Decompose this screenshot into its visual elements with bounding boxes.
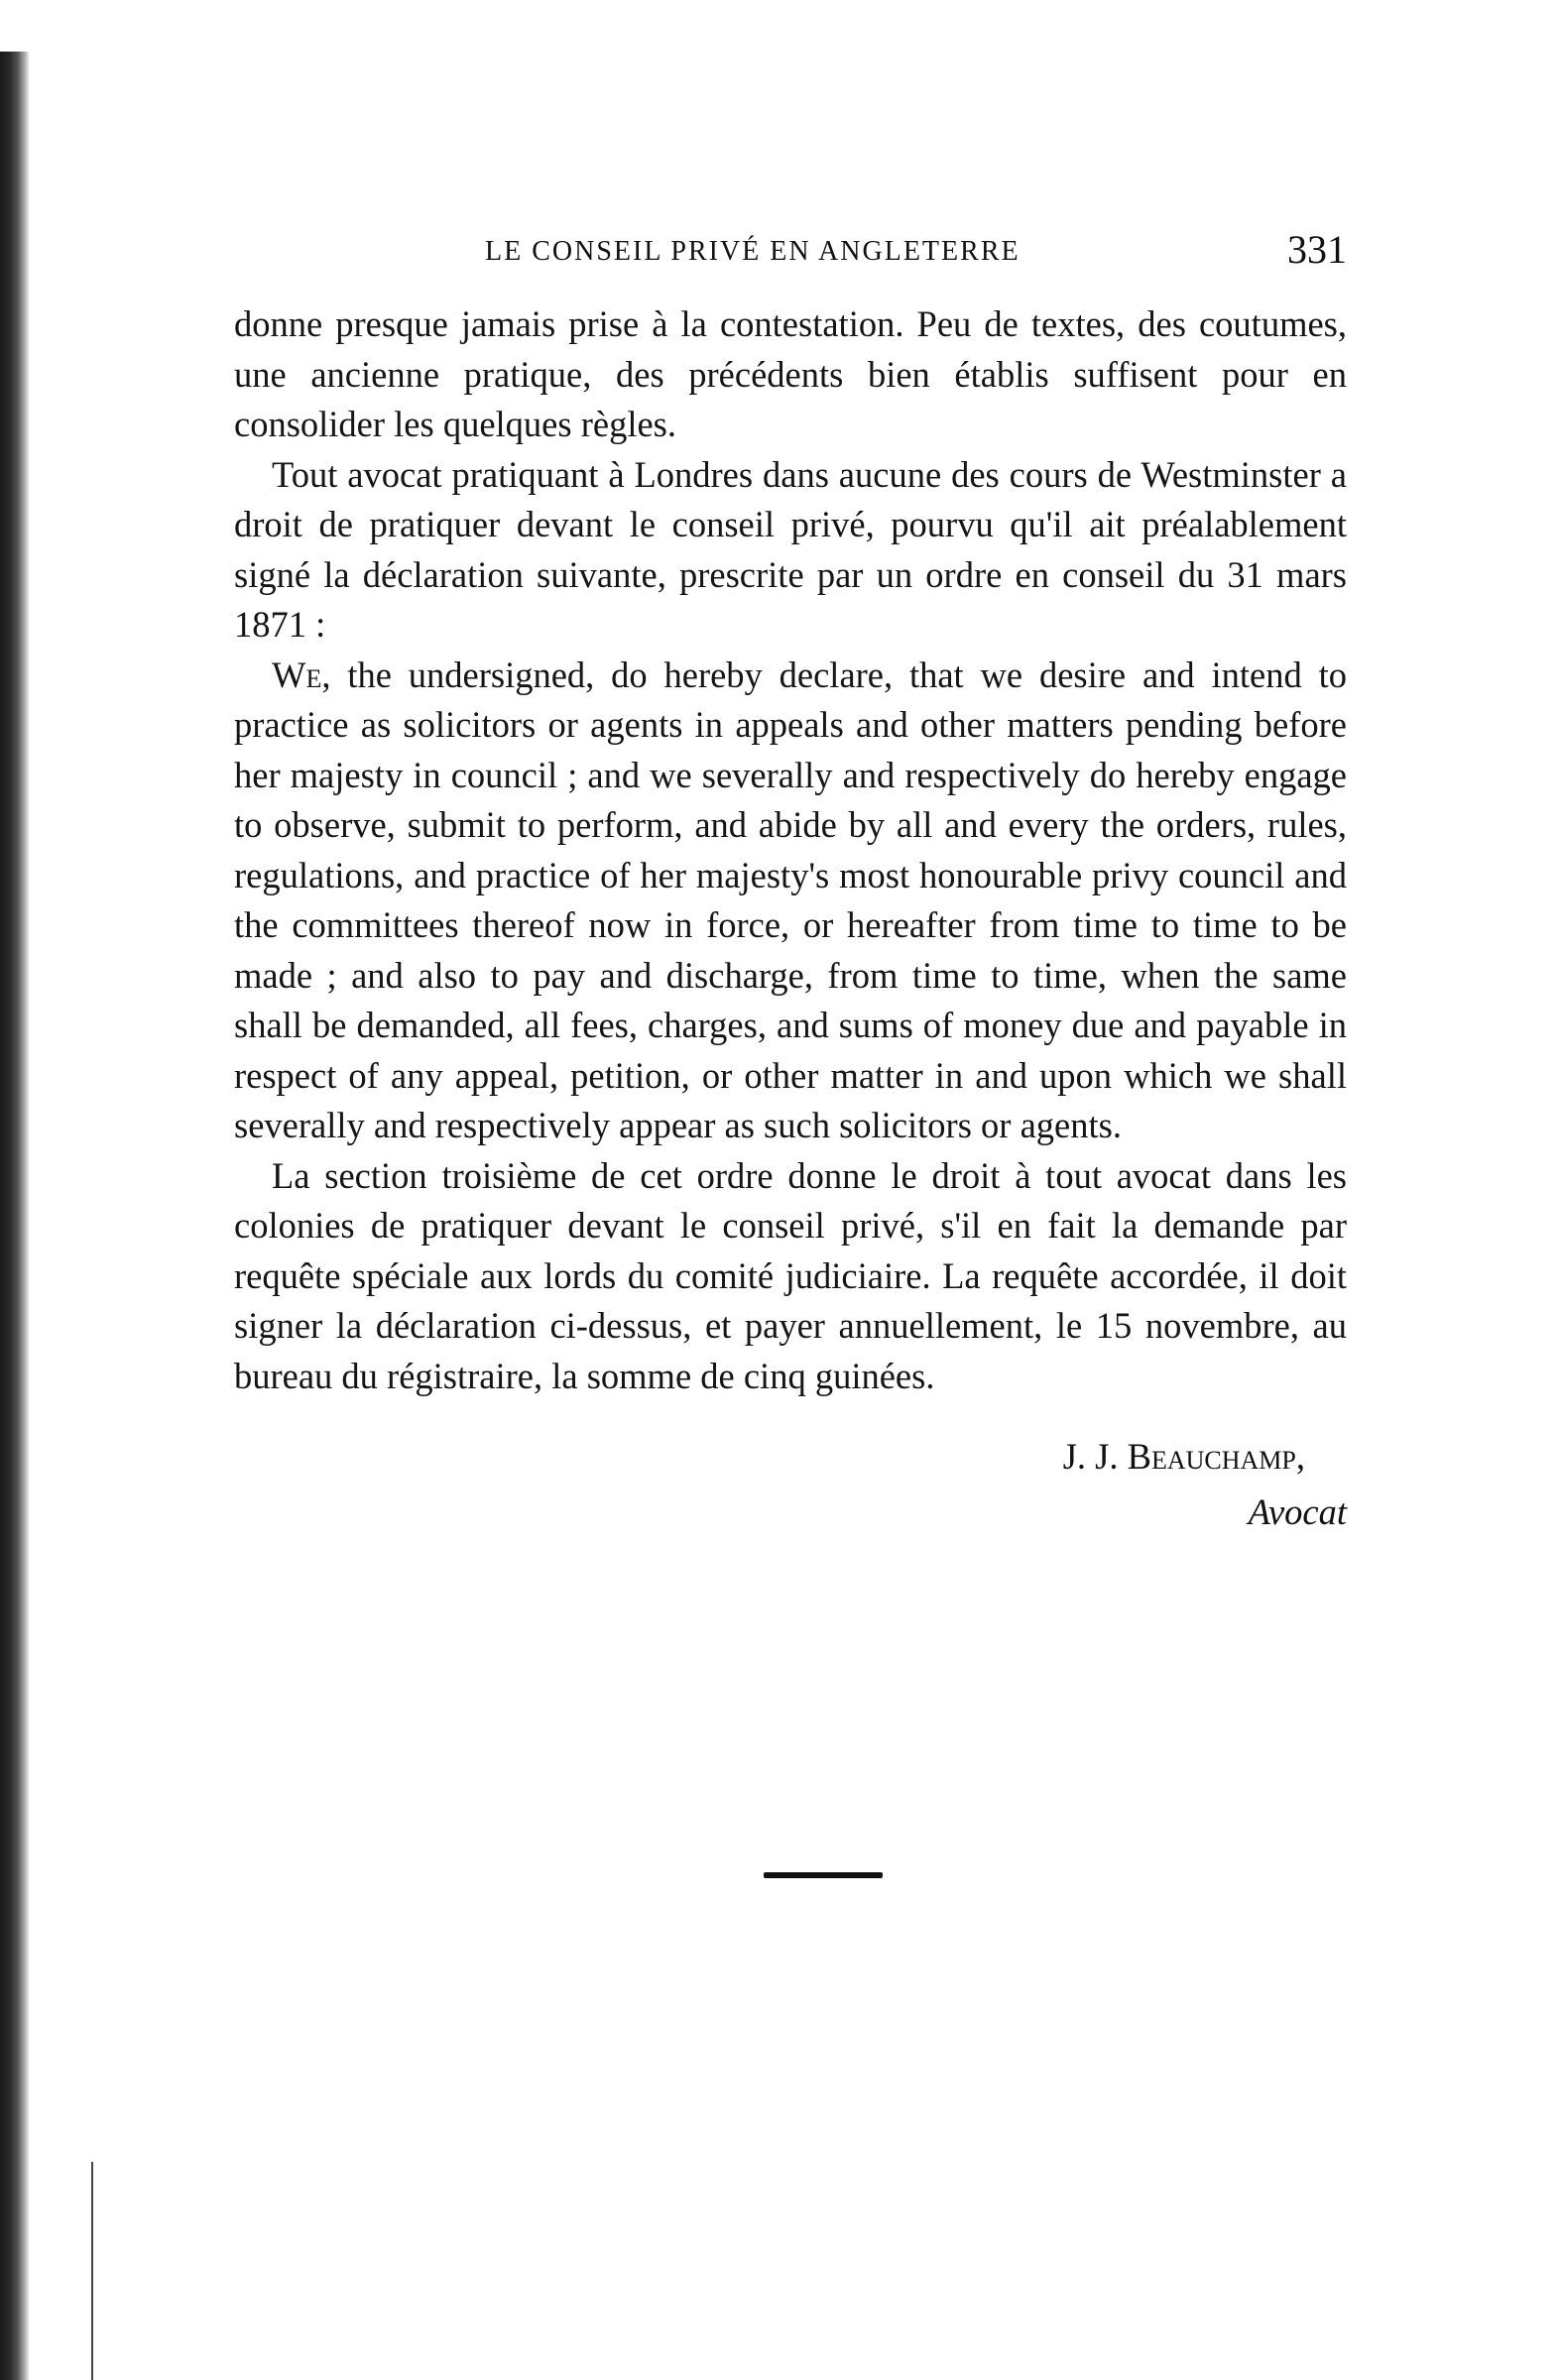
signature-name: J. J. Beauchamp, [1062,1436,1305,1477]
signature-title: Avocat [1248,1491,1347,1532]
signature-block [234,1429,1347,1540]
running-title: LE CONSEIL PRIVÉ EN ANGLETERRE [485,236,1021,267]
binding-shadow-line [91,2162,93,2380]
page-number: 331 [1287,227,1347,272]
body-text [234,299,1347,1401]
running-header [234,220,1347,280]
paragraph-continuation: donne presque jamais prise à la contestation. Peu de textes, des coutumes, une ancienne pratique, des précédents bien établis suffisent pour en consolider les quelques règles. [234,303,1347,444]
book-binding-edge [0,52,30,2380]
book-page [234,220,1347,1540]
paragraph-section-three: La section troisième de cet ordre donne le droit à tout avocat dans les colonies de pratiquer devant le conseil privé, s'il en fait la demande par requête spéciale aux lords du comité judiciaire. La requête accordée, il doit signer la déclaration ci-dessus, et payer annuellement, le 15 novembre, au bureau du régistraire, la somme de cinq guinées. [234,1154,1347,1396]
paragraph-westminster: Tout avocat pratiquant à Londres dans aucune des cours de Westminster a droit de pratiquer devant le conseil privé, pourvu qu'il ait préalablement signé la déclaration suivante, prescrite par un ordre en conseil du 31 mars 1871 : [234,453,1347,645]
oath-text: , the undersigned, do hereby declare, that we desire and intend to practice as solicitors or agents in appeals and other matters pending before her majesty in council ; and we severally and respectively do hereby engage to observe, submit to perform, and abide by all and every the orders, rules, regulations, and practice of her majesty's most honourable privy council and the committees thereof now in force, or hereafter from time to time to be made ; and also to pay and discharge, from time to time, when the same shall be demanded, all fees, charges, and sums of money due and payable in respect of any appeal, petition, or other matter in and upon which we shall severally and respectively appear as such solicitors or agents. [234,654,1347,1145]
end-rule [764,1872,883,1878]
oath-lead-word: We [272,654,322,695]
paragraph-declaration-oath [234,651,1347,1151]
